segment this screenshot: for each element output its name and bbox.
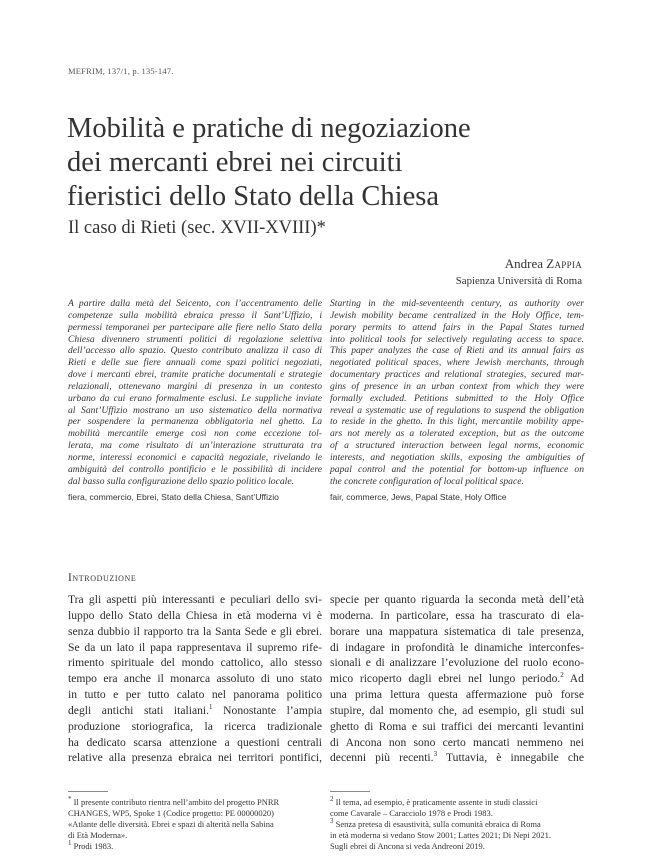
body-line: moderna. In particolare, essa ha trascurato di ela- — [330, 608, 584, 622]
abstract-line: dove i mercanti ebrei, tramite pratiche documentali e strategie — [68, 369, 322, 381]
subtitle-text: Il caso di Rieti (sec. XVII-XVIII)* — [68, 218, 326, 238]
footnote-text: Prodi 1983. — [71, 841, 114, 851]
abstract-line: Jewish mobility became centralized in the Holy Office, tem- — [330, 309, 584, 321]
footnote-marker: * — [68, 795, 72, 804]
body-line-text: Ad — [563, 672, 584, 686]
footnote-ref[interactable]: 2 — [560, 671, 564, 680]
abstract-line: Chiesa divennero strumenti politici di regolazione selettiva — [68, 333, 322, 345]
body-line: luppo dello Stato della Chiesa in età moderna vi è — [68, 608, 322, 622]
abstract-line: reveal a systematic use of regulations to suspend the obligation — [330, 404, 584, 416]
body-line: senza dubbio il rapporto tra la Santa Sede e gli ebrei. — [68, 624, 322, 638]
footnote-ref[interactable]: 3 — [433, 750, 438, 759]
abstract-line: negotiated political spaces, where Jewish merchants, through — [330, 357, 584, 369]
footnote-line: «Atlante delle diversità. Ebrei e spazi di alterità nella Sabina — [68, 819, 274, 829]
body-line-text: mico ricoperto dagli ebrei nel lungo periodo. — [330, 672, 561, 686]
body-line-text: decenni più recenti. — [330, 751, 434, 765]
abstract-line: mobilità mercantile emerge così non come eccezione tol- — [68, 428, 322, 440]
abstract-italian — [68, 298, 322, 488]
footnote-text: Il tema, ad esempio, è praticamente assente in studi classici — [333, 797, 538, 807]
body-line: borare una mappatura sistematica di tale presenza, — [330, 624, 584, 638]
abstract-line: norme, interessi economici e capacità negoziale, rivelando le — [68, 451, 322, 463]
footnote-line: in età moderna si vedano Stow 2001; Lattes 2021; Di Nepi 2021. — [330, 830, 551, 840]
abstract-line: competenze sulla mobilità ebraica presso il Sant’Uffizio, i — [68, 309, 322, 321]
abstract-english — [330, 298, 584, 488]
abstract-line: A partire dalla metà del Seicento, con l’accentramento delle — [68, 298, 322, 309]
abstract-line: relazionali, ottenevano margini di presenza in un contesto — [68, 380, 322, 392]
abstract-line: Rieti e delle sue fiere annuali come spazi politici negoziati, — [68, 357, 322, 369]
abstract-line: documentary practices and relational strategies, secured mar- — [330, 369, 584, 381]
author-name — [505, 256, 582, 272]
footnote-line: di Età Moderna». — [68, 830, 128, 840]
body-line — [68, 703, 322, 719]
abstract-line: gins of presence in an urban context from which they were — [330, 380, 584, 392]
author-affiliation: Sapienza Università di Roma — [455, 275, 582, 287]
body-line: ha dedicato scarsa attenzione a questioni centrali — [68, 735, 322, 749]
body-line-text: degli antichi stati italiani. — [68, 703, 210, 717]
footnotes-left — [68, 797, 322, 852]
abstract-line: ambiguità del controllo pontificio e le possibilità di incidere — [68, 463, 322, 475]
abstract-line: This paper analyzes the case of Rieti and its annual fairs as — [330, 345, 584, 357]
body-line: produzione storiografica, la ricerca tradizionale — [68, 719, 322, 733]
abstract-line: to reside in the ghetto. In this light, mercantile mobility appe- — [330, 416, 584, 428]
abstract-line: porary permits to attend fairs in the Papal States turned — [330, 321, 584, 333]
footnote-line: CHANGES, WP5, Spoke 1 (Codice progetto: PE 00000020) — [68, 808, 274, 818]
abstract-line: permessi temporanei per partecipare alle fiere nello Stato della — [68, 321, 322, 333]
abstract-line: al Sant’Uffizio mostrano un uso sistematico della normativa — [68, 404, 322, 416]
abstract-line: of a structured interaction between legal norms, economic — [330, 440, 584, 452]
abstract-line: formally excluded. Petitions submitted to the Holy Office — [330, 392, 584, 404]
footnote-marker: 3 — [330, 817, 334, 826]
body-column-right — [330, 592, 584, 766]
article-subtitle — [68, 218, 326, 239]
body-line: in tutto e per tutto calato nel panorama politico — [68, 688, 322, 702]
author-first-name: Andrea — [504, 256, 543, 271]
body-line: di Ancona non sono certo mancati nemmeno nei — [330, 735, 584, 749]
body-line: tempo era anche il monarca assoluto di uno stato — [68, 672, 322, 686]
abstract-line: lerata, ma come risultato di un’interazione strutturata tra — [68, 440, 322, 452]
body-line: una prima lettura questa affermazione può forse — [330, 688, 584, 702]
body-column-left — [68, 592, 322, 766]
section-heading: Introduzione — [68, 572, 137, 584]
body-line: di indagare in profondità le dinamiche interconfes- — [330, 640, 584, 654]
footnote — [330, 819, 584, 830]
body-line — [330, 671, 584, 687]
body-line: sionali e di analizzare l’evoluzione del ruolo econo- — [330, 656, 584, 670]
footnote-line: Sugli ebrei di Ancona si veda Andreoni 2019. — [330, 841, 485, 851]
body-line: stupire, dal momento che, ad esempio, gli studi sul — [330, 703, 584, 717]
footnote — [68, 841, 322, 852]
body-line: Se da un lato il papa rappresentava il supremo rife- — [68, 640, 322, 654]
title-line: dei mercanti ebrei nei circuiti — [67, 147, 403, 178]
footnotes-right — [330, 797, 584, 852]
body-line: relative alla presenza ebraica nei territori pontifici, — [68, 751, 322, 765]
footnote-text: Senza pretesa di esaustività, sulla comunità ebraica di Roma — [333, 819, 541, 829]
abstract-line: Starting in the mid-seventeenth century, as authority over — [330, 298, 584, 309]
footnote-marker: 1 — [68, 839, 72, 848]
body-line-text: Tuttavia, è innegabile che — [437, 751, 584, 765]
abstract-line: the concrete configuration of local political space. — [330, 475, 524, 487]
footnote-separator — [68, 791, 108, 792]
body-line: rimento spirituale del mondo cattolico, allo stesso — [68, 656, 322, 670]
abstract-line: into political tools for selectively regulating access to space. — [330, 333, 584, 345]
footnote-ref[interactable]: 1 — [209, 703, 213, 712]
abstract-line: interests, and negotiation skills, exposing the ambiguities of — [330, 451, 584, 463]
body-line: specie per quanto riguarda la seconda metà dell’età — [330, 593, 584, 606]
body-line: Tra gli aspetti più interessanti e peculiari dello svi- — [68, 593, 322, 606]
abstract-line: per sospendere la permanenza obbligatoria nel ghetto. La — [68, 416, 322, 428]
author-last-name: Zappia — [546, 256, 582, 271]
body-line-text: Nonostante l’ampia — [212, 703, 322, 717]
keywords-english: fair, commerce, Jews, Papal State, Holy Office — [330, 492, 507, 502]
body-line: ghetto di Roma e sui traffici dei mercanti levantini — [330, 719, 584, 733]
keywords-italian: fiera, commercio, Ebrei, Stato della Chiesa, Sant’Uffizio — [68, 492, 279, 502]
journal-reference: MEFRIM, 137/1, p. 135-147. — [68, 66, 174, 76]
footnote-line: come Cavarale – Caracciolo 1978 e Prodi 1983. — [330, 808, 493, 818]
abstract-line: papal control and the potential for bottom-up influence on — [330, 463, 584, 475]
footnote-separator — [330, 791, 370, 792]
body-line — [330, 750, 584, 766]
abstract-line: urbano da cui erano formalmente esclusi. Le suppliche inviate — [68, 392, 322, 404]
article-title — [67, 112, 627, 214]
abstract-line: dell’accesso allo spazio. Questo contributo analizza il caso di — [68, 345, 322, 357]
footnote-text: Il presente contributo rientra nell’ambito del progetto PNRR — [71, 797, 280, 807]
abstract-line: ars not merely as a tolerated exception, but as the outcome — [330, 428, 584, 440]
footnote — [330, 797, 584, 808]
abstract-line: dal basso sulla configurazione dello spazio politico locale. — [68, 475, 294, 487]
title-line: fieristici dello Stato della Chiesa — [67, 181, 439, 212]
footnote — [68, 797, 322, 808]
title-line: Mobilità e pratiche di negoziazione — [67, 113, 471, 144]
footnote-marker: 2 — [330, 795, 334, 804]
